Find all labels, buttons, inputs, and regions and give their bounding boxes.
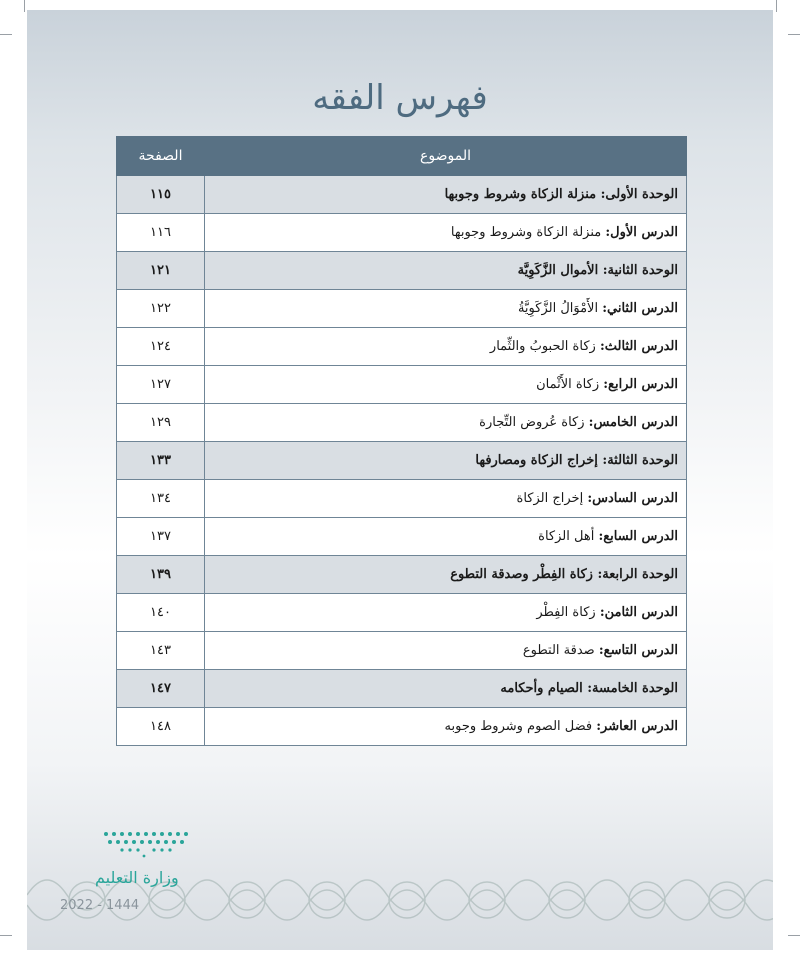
topic-prefix: الوحدة الأولى:	[600, 187, 678, 202]
page-title: فهرس الفقه	[312, 78, 488, 118]
topic-prefix: الوحدة الثالثة:	[602, 453, 678, 468]
page-number-cell: ١٢٤	[117, 328, 205, 366]
topic-prefix: الوحدة الخامسة:	[587, 681, 678, 696]
crop-mark	[0, 935, 12, 936]
topic-title: زكاة الفِطْر وصدقة التطوع	[450, 567, 598, 582]
page-number-cell: ١٣٣	[117, 442, 205, 480]
topic-title: إخراج الزكاة	[516, 491, 588, 506]
page-number-cell: ١٤٠	[117, 594, 205, 632]
topic-title: فضل الصوم وشروط وجوبه	[444, 719, 597, 734]
topic-title: منزلة الزكاة وشروط وجوبها	[444, 187, 601, 202]
unit-row	[117, 176, 687, 214]
page-number-cell: ١٣٩	[117, 556, 205, 594]
ministry-logo-icon	[100, 828, 190, 860]
topic-cell	[205, 366, 687, 404]
topic-title: زكاة الحبوبُ والثِّمار	[489, 339, 600, 354]
topic-title: الصيام وأحكامه	[500, 681, 588, 696]
topic-cell	[205, 670, 687, 708]
page-number-cell: ١٢٩	[117, 404, 205, 442]
crop-mark	[788, 935, 800, 936]
topic-cell	[205, 252, 687, 290]
unit-row	[117, 556, 687, 594]
toc-table	[116, 136, 687, 746]
lesson-row	[117, 290, 687, 328]
unit-row	[117, 670, 687, 708]
topic-cell	[205, 328, 687, 366]
topic-prefix: الدرس الثامن:	[599, 605, 678, 620]
lesson-row	[117, 328, 687, 366]
topic-cell	[205, 290, 687, 328]
unit-row	[117, 442, 687, 480]
ministry-logo-text: وزارة التعليم	[95, 868, 179, 887]
toc-body	[117, 176, 687, 746]
topic-prefix: الدرس العاشر:	[596, 719, 678, 734]
column-header-topic: الموضوع	[205, 137, 687, 176]
lesson-row	[117, 214, 687, 252]
lesson-row	[117, 480, 687, 518]
topic-cell	[205, 176, 687, 214]
lesson-row	[117, 404, 687, 442]
page-number-cell: ١١٥	[117, 176, 205, 214]
topic-prefix: الدرس الأول:	[605, 225, 678, 240]
topic-prefix: الدرس الخامس:	[588, 415, 678, 430]
topic-title: زكاة الفِطْر	[536, 605, 600, 620]
lesson-row	[117, 594, 687, 632]
topic-prefix: الدرس الثالث:	[599, 339, 678, 354]
topic-cell	[205, 404, 687, 442]
topic-prefix: الدرس السادس:	[587, 491, 678, 506]
column-header-page: الصفحة	[117, 137, 205, 176]
topic-cell	[205, 594, 687, 632]
topic-cell	[205, 480, 687, 518]
crop-mark	[0, 34, 12, 35]
edition-year: 2022 - 1444	[60, 898, 140, 913]
page-number-cell: ١٣٤	[117, 480, 205, 518]
crop-mark	[776, 0, 777, 12]
lesson-row	[117, 632, 687, 670]
lesson-row	[117, 708, 687, 746]
topic-prefix: الدرس التاسع:	[598, 643, 678, 658]
page-number-cell: ١٤٧	[117, 670, 205, 708]
page-number-cell: ١٤٨	[117, 708, 205, 746]
topic-cell	[205, 556, 687, 594]
page-number-cell: ١٢٧	[117, 366, 205, 404]
page-number-cell: ١١٦	[117, 214, 205, 252]
topic-prefix: الوحدة الثانية:	[602, 263, 678, 278]
page-number-cell: ١٤٣	[117, 632, 205, 670]
page-number-cell: ١٢١	[117, 252, 205, 290]
topic-title: الأَمْوَالُ الزَّكَوِيَّةُ	[517, 301, 603, 316]
page-number-cell: ١٢٢	[117, 290, 205, 328]
topic-prefix: الدرس الرابع:	[603, 377, 678, 392]
topic-title: زكاة عُروض التِّجارة	[479, 415, 589, 430]
topic-prefix: الدرس السابع:	[598, 529, 678, 544]
topic-title: الأموال الزَّكَوِيَّة	[517, 263, 603, 278]
lesson-row	[117, 366, 687, 404]
topic-title: صدقة التطوع	[522, 643, 599, 658]
lesson-row	[117, 518, 687, 556]
topic-title: إخراج الزكاة ومصارفها	[475, 453, 603, 468]
topic-cell	[205, 708, 687, 746]
topic-prefix: الوحدة الرابعة:	[597, 567, 678, 582]
topic-cell	[205, 632, 687, 670]
table-header-row	[117, 137, 687, 176]
unit-row	[117, 252, 687, 290]
topic-title: أهل الزكاة	[538, 529, 599, 544]
page-number-cell: ١٣٧	[117, 518, 205, 556]
topic-cell	[205, 442, 687, 480]
topic-prefix: الدرس الثاني:	[602, 301, 678, 316]
topic-cell	[205, 518, 687, 556]
crop-mark	[788, 34, 800, 35]
topic-title: زكاة الأَثْمان	[536, 377, 604, 392]
topic-cell	[205, 214, 687, 252]
crop-mark	[24, 0, 25, 12]
topic-title: منزلة الزكاة وشروط وجوبها	[450, 225, 606, 240]
